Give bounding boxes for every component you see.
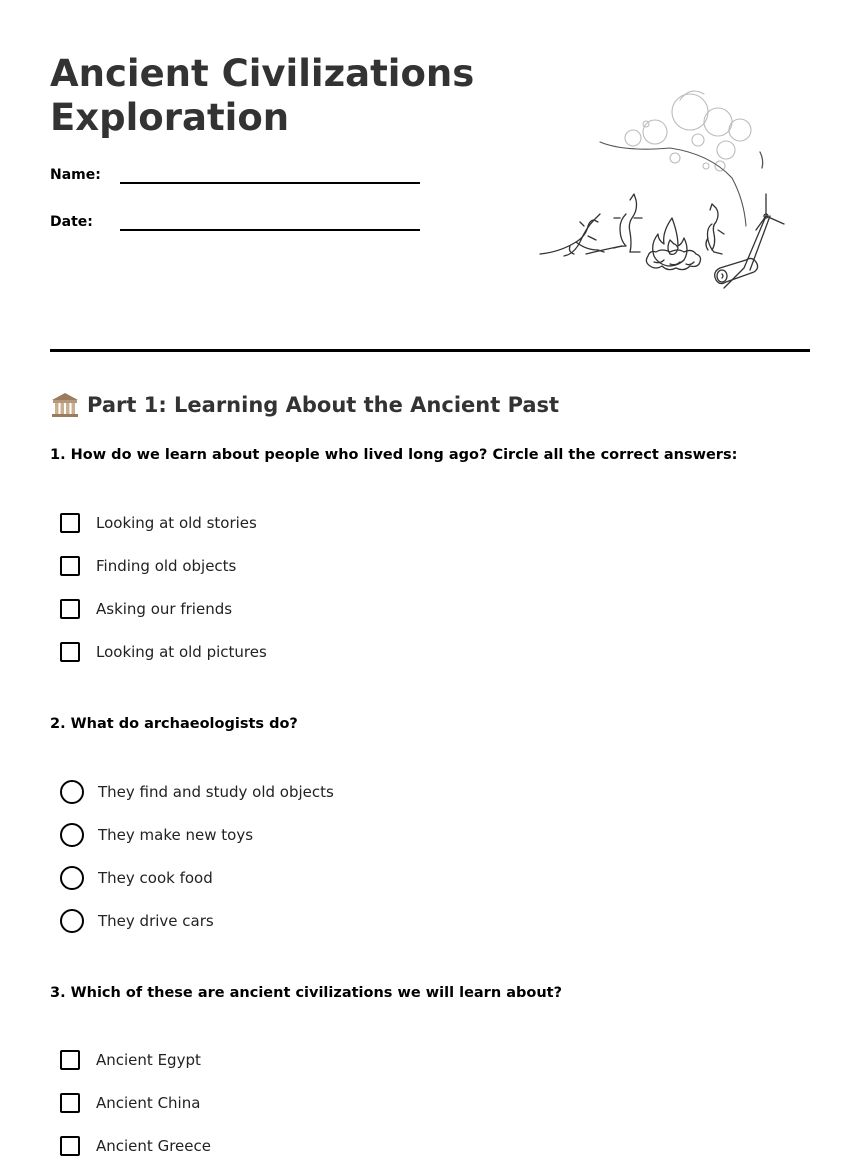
q2-option-3[interactable] <box>60 866 213 890</box>
option-label: Finding old objects <box>96 557 237 575</box>
smoke-cloud <box>625 91 751 171</box>
checkbox[interactable] <box>60 1136 80 1156</box>
q1-option-2[interactable] <box>60 554 236 578</box>
question-3: 3. Which of these are ancient civilizations we will learn about? <box>50 985 562 1001</box>
name-write-line[interactable] <box>120 182 420 184</box>
radio-button[interactable] <box>60 866 84 890</box>
q1-option-4[interactable] <box>60 640 267 664</box>
checkbox[interactable] <box>60 513 80 533</box>
q2-option-4[interactable] <box>60 909 214 933</box>
radio-button[interactable] <box>60 909 84 933</box>
radio-button[interactable] <box>60 823 84 847</box>
section-divider <box>50 349 810 352</box>
q3-option-2[interactable] <box>60 1091 200 1115</box>
date-write-line[interactable] <box>120 229 420 231</box>
q3-option-3[interactable] <box>60 1134 211 1158</box>
option-label: Ancient China <box>96 1094 201 1112</box>
campfire-kangaroos-illustration <box>530 40 810 330</box>
checkbox[interactable] <box>60 1050 80 1070</box>
option-label: They find and study old objects <box>98 783 334 801</box>
q1-option-3[interactable] <box>60 597 232 621</box>
option-label: Ancient Greece <box>96 1137 211 1155</box>
part1-heading <box>50 389 559 421</box>
checkbox[interactable] <box>60 599 80 619</box>
checkbox[interactable] <box>60 642 80 662</box>
date-label: Date: <box>50 214 93 230</box>
question-1: 1. How do we learn about people who lived long ago? Circle all the correct answers: <box>50 447 738 463</box>
kangaroo-right <box>706 204 724 254</box>
kangaroo-left <box>540 214 604 256</box>
worksheet-title: Ancient Civilizations Exploration <box>50 52 475 139</box>
part1-heading-text: Part 1: Learning About the Ancient Past <box>87 393 560 417</box>
checkbox[interactable] <box>60 556 80 576</box>
q3-option-1[interactable] <box>60 1048 201 1072</box>
question-2: 2. What do archaeologists do? <box>50 716 298 732</box>
option-label: Looking at old stories <box>96 514 257 532</box>
name-field <box>50 166 420 196</box>
option-label: They cook food <box>98 869 213 887</box>
option-label: Ancient Egypt <box>96 1051 201 1069</box>
name-label: Name: <box>50 167 101 183</box>
option-label: They make new toys <box>98 826 254 844</box>
option-label: Asking our friends <box>96 600 233 618</box>
windmill <box>724 194 784 288</box>
q1-option-1[interactable] <box>60 511 257 535</box>
q2-option-2[interactable] <box>60 823 253 847</box>
checkbox[interactable] <box>60 1093 80 1113</box>
radio-button[interactable] <box>60 780 84 804</box>
log <box>715 258 758 283</box>
q2-option-1[interactable] <box>60 780 334 804</box>
date-field <box>50 213 420 243</box>
campfire <box>646 218 700 270</box>
option-label: Looking at old pictures <box>96 643 267 661</box>
kangaroo-standing <box>586 194 642 254</box>
classical-building-icon <box>50 390 80 420</box>
option-label: They drive cars <box>98 912 214 930</box>
